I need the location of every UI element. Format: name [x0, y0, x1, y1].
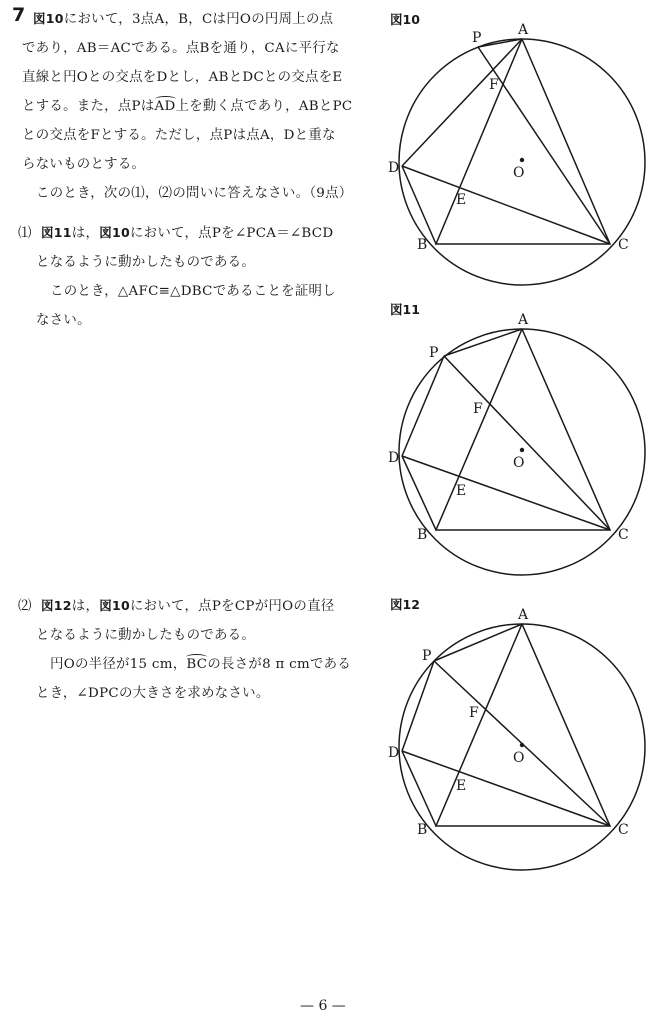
- center-point: [520, 743, 524, 747]
- label-p: P: [422, 648, 432, 664]
- label-c: C: [618, 237, 629, 253]
- label-b: B: [417, 237, 428, 253]
- label-o: O: [513, 165, 525, 181]
- intro-line-7: このとき，次の⑴，⑵の問いに答えなさい。（9点）: [36, 186, 353, 201]
- q2-line-2: となるように動かしたものである。: [36, 628, 256, 643]
- label-b: B: [417, 527, 428, 543]
- figure-10-title: 図10: [390, 12, 420, 27]
- figure-10-diagram: [380, 20, 665, 290]
- label-e: E: [456, 483, 467, 499]
- fig-ref: 図11: [41, 225, 72, 240]
- q1-number: ⑴: [18, 226, 32, 241]
- q2-line-1: [41, 595, 334, 614]
- q1-line-1-text: において，点Pを∠PCA＝∠BCD: [129, 226, 334, 241]
- arc-bc: BC: [186, 657, 208, 672]
- label-e: E: [456, 192, 467, 208]
- problem-number: 7: [12, 4, 26, 26]
- q1-line-4: なさい。: [36, 313, 91, 328]
- figure-11-diagram: [380, 310, 665, 580]
- label-d: D: [388, 450, 400, 466]
- figure-12-diagram: [380, 605, 665, 875]
- page-number: — 6 —: [300, 998, 346, 1014]
- fig-ref: 図10: [99, 598, 130, 613]
- q1-line-2: となるように動かしたものである。: [36, 255, 256, 270]
- q2-line-1-mid: は，: [71, 599, 100, 614]
- label-d: D: [388, 745, 400, 761]
- label-a: A: [518, 312, 529, 328]
- label-d: D: [388, 160, 400, 176]
- q2-line-3-post: の長さが8 π cmである: [207, 657, 352, 672]
- label-c: C: [618, 822, 629, 838]
- figure-12-title: 図12: [390, 597, 420, 612]
- intro-line-3: 直線と円Oとの交点をDとし，ABとDCとの交点をE: [22, 70, 343, 85]
- label-p: P: [472, 30, 482, 46]
- intro-line-6: らないものとする。: [22, 157, 146, 172]
- fig-ref: 図10: [99, 225, 130, 240]
- arc-ad: AD: [154, 99, 176, 114]
- label-b: B: [417, 822, 428, 838]
- q2-number: ⑵: [18, 599, 32, 614]
- label-c: C: [618, 527, 629, 543]
- label-o: O: [513, 455, 525, 471]
- label-e: E: [456, 778, 467, 794]
- label-a: A: [518, 607, 529, 623]
- intro-line-2: であり，AB＝ACである。点Bを通り，CAに平行な: [22, 41, 340, 56]
- center-point: [520, 158, 524, 162]
- fig-ref: 図10: [33, 11, 64, 26]
- label-f: F: [473, 401, 483, 417]
- q2-line-3-pre: 円Oの半径が15 cm，: [50, 657, 187, 672]
- q1-line-1: [41, 222, 333, 241]
- q2-line-1-text: において，点PをCPが円Oの直径: [129, 599, 335, 614]
- intro-line-1: [33, 8, 333, 27]
- intro-line-4-post: 上を動く点であり，ABとPC: [175, 99, 353, 114]
- intro-line-4-pre: とする。また，点Pは: [22, 99, 155, 114]
- figure-11-title: 図11: [390, 302, 420, 317]
- intro-line-4: [22, 95, 352, 114]
- label-o: O: [513, 750, 525, 766]
- intro-line-1-text: において，3点A，B，Cは円Oの円周上の点: [63, 12, 334, 27]
- label-f: F: [469, 705, 479, 721]
- label-p: P: [429, 345, 439, 361]
- q2-line-4: とき，∠DPCの大きさを求めなさい。: [36, 686, 270, 701]
- fig-ref: 図12: [41, 598, 72, 613]
- q1-line-1-mid: は，: [71, 226, 100, 241]
- label-a: A: [518, 22, 529, 38]
- q1-line-3: このとき，△AFC≡△DBCであることを証明し: [50, 284, 336, 299]
- intro-line-5: との交点をFとする。ただし，点Pは点A，Dと重な: [22, 128, 336, 143]
- q2-line-3: [50, 653, 351, 672]
- center-point: [520, 448, 524, 452]
- label-f: F: [489, 77, 499, 93]
